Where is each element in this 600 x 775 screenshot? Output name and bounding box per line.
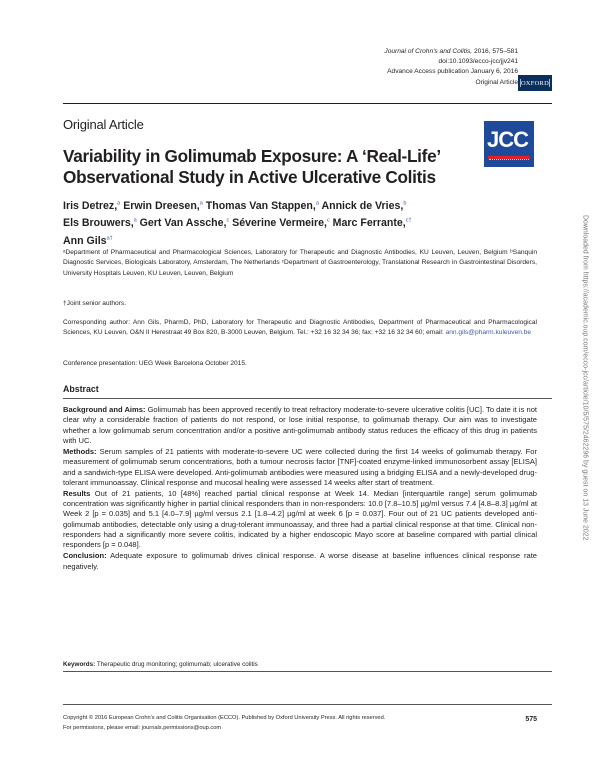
correspondence-text: Corresponding author: Ann Gils, PharmD, PhD, Laboratory for Therapeutic and Diagnostic Antibodies, Department of Pharmaceutical and Pharmacological Sciences, KU Leuven, O&N II Herestraat 49 Box 820, B-3000 Leuven, Belgium. Tel.: +32 16 32 34 36; fax: +32 16 32 34 60; email: — [63, 319, 537, 337]
copyright-text: Copyright © 2016 European Crohn's and Colitis Organisation (ECCO). Published by Oxford University Press. All rights reserved. — [63, 715, 386, 721]
abstract-body — [63, 405, 537, 573]
doi[interactable]: doi:10.1093/ecco-jcc/jjv241 — [438, 58, 518, 66]
author[interactable]: Séverine Vermeire,$^c$ — [232, 217, 330, 230]
author[interactable]: Iris Detrez,$^a$ — [63, 199, 121, 212]
header-divider — [63, 103, 552, 104]
author[interactable]: Els Brouwers,$^a$ — [63, 217, 137, 230]
article-type-heading: Original Article — [63, 117, 144, 132]
journal-pages: 2016, 575–581 — [472, 48, 518, 55]
jcc-logo-text: JCC — [487, 127, 529, 152]
download-watermark — [579, 215, 591, 610]
author[interactable]: Erwin Dreesen,$^a$ — [123, 199, 203, 212]
oxford-logo: OXFORD — [518, 75, 552, 91]
article-kind: Original Article — [475, 78, 518, 86]
conference-note: Conference presentation: UEG Week Barcelona October 2015. — [63, 360, 247, 367]
download-watermark-text: Downloaded from https://academic.oup.com/ecco-jcc/article/10/5/575/2462296 by guest on 13 June 2022 — [581, 215, 589, 541]
journal-name: Journal of Crohn's and Colitis, — [384, 48, 473, 55]
affiliations: ᵃDepartment of Pharmaceutical and Pharmacological Sciences, Laboratory for Therapeutic and Diagnostic Antibodies, KU Leuven, Leuven, Belgium ᵇSanquin Diagnostic Services, Biologicals Laboratory, Amsterdam, The Netherlands ᶜDepartment of Gastroenterology, Translational Research in Gastrointestinal Disorders, University Hospitals Leuven, KU Leuven, Leuven, Belgium — [63, 249, 537, 277]
permissions-text[interactable]: For permissions, please email: journals.permissions@oup.com — [63, 724, 222, 731]
author[interactable]: Marc Ferrante,$^{c\dagger}$ — [332, 217, 412, 230]
abstract-methods: Methods: Serum samples of 21 patients with moderate-to-severe UC were collected during the first 14 weeks of golimumab therapy. For measurement of golimumab serum concentrations, both a tumour necrosis factor [TNF]-coated enzyme-linked immunosorbent assay [ELISA] and a sandwich-type ELISA were developed. Anti-golimumab antibodies were measured using a bridging ELISA and a newly-developed drug-tolerant immunoassay. Clinical response and mucosal healing were assessed 14 weeks after start of treatment. — [63, 446, 537, 487]
copyright-block — [63, 714, 385, 733]
author[interactable]: Ann Gils$^{a\dagger}$ — [63, 234, 113, 247]
keywords-divider — [63, 671, 552, 672]
page-number: 575 — [525, 716, 537, 723]
author-list — [63, 196, 463, 249]
article-title: Variability in Golimumab Exposure: A ‘Real-Life’ Observational Study in Active Ulcerative Colitis — [63, 146, 440, 187]
correspondence-block — [63, 318, 537, 339]
jcc-logo-subtext — [489, 159, 529, 162]
author[interactable]: Thomas Van Stappen,$^a$ — [205, 199, 319, 212]
abstract-conclusion: Conclusion: Adequate exposure to golimumab drives clinical response. A worse disease at baseline influences clinical response rate negatively. — [63, 551, 537, 571]
joint-senior-note: †Joint senior authors. — [63, 300, 127, 307]
abstract-heading: Abstract — [63, 384, 99, 394]
author[interactable]: Gert Van Assche,$^c$ — [139, 217, 230, 230]
keywords: Keywords: Therapeutic drug monitoring; golimumab; ulcerative colitis — [63, 661, 258, 668]
advance-access-date: Advance Access publication January 6, 2016 — [387, 68, 518, 76]
footer-divider — [63, 704, 552, 705]
correspondence-email-link[interactable]: ann.gils@pharm.kuleuven.be — [445, 329, 532, 337]
author[interactable]: Annick de Vries,$^b$ — [321, 199, 407, 212]
abstract-background: Background and Aims: Golimumab has been approved recently to treat refractory moderate-to-severe ulcerative colitis [UC]. To date it is not clear why a considerable fraction of patients do not respond, or lose initial response, to golimumab therapy. Our aim was to investigate whether a low golimumab serum concentration and/or a positive anti-golimumab antibody status reduces the efficacy of this drug in patients with UC. — [63, 405, 537, 446]
abstract-divider — [63, 398, 552, 399]
abstract-results: Results Out of 21 patients, 10 [48%] reached partial clinical response at Week 14. Median [interquartile range] serum golimumab concentration was significantly higher in partial clinical responders than in non-responders: 10.0 [7.8–10.5] µg/ml versus 7.4 [4.8–8.3] µg/ml at Week 2 [p = 0.035] and 5.1 [4.0–7.9] µg/ml versus 2.1 [1.8–4.2] µg/ml at week 6 [p = 0.037]. Four out of 21 UC patients developed anti-golimumab antibodies, detectable only using a drug-tolerant immunoassay, and three had a partial clinical response at that time. Clinical non-responders had a significantly more severe colitis, indicated by a higher endoscopic Mayo score at baseline compared with partial clinical responders [p = 0.048]. — [63, 488, 537, 550]
journal-citation-block — [258, 47, 518, 88]
jcc-journal-logo — [484, 121, 534, 167]
